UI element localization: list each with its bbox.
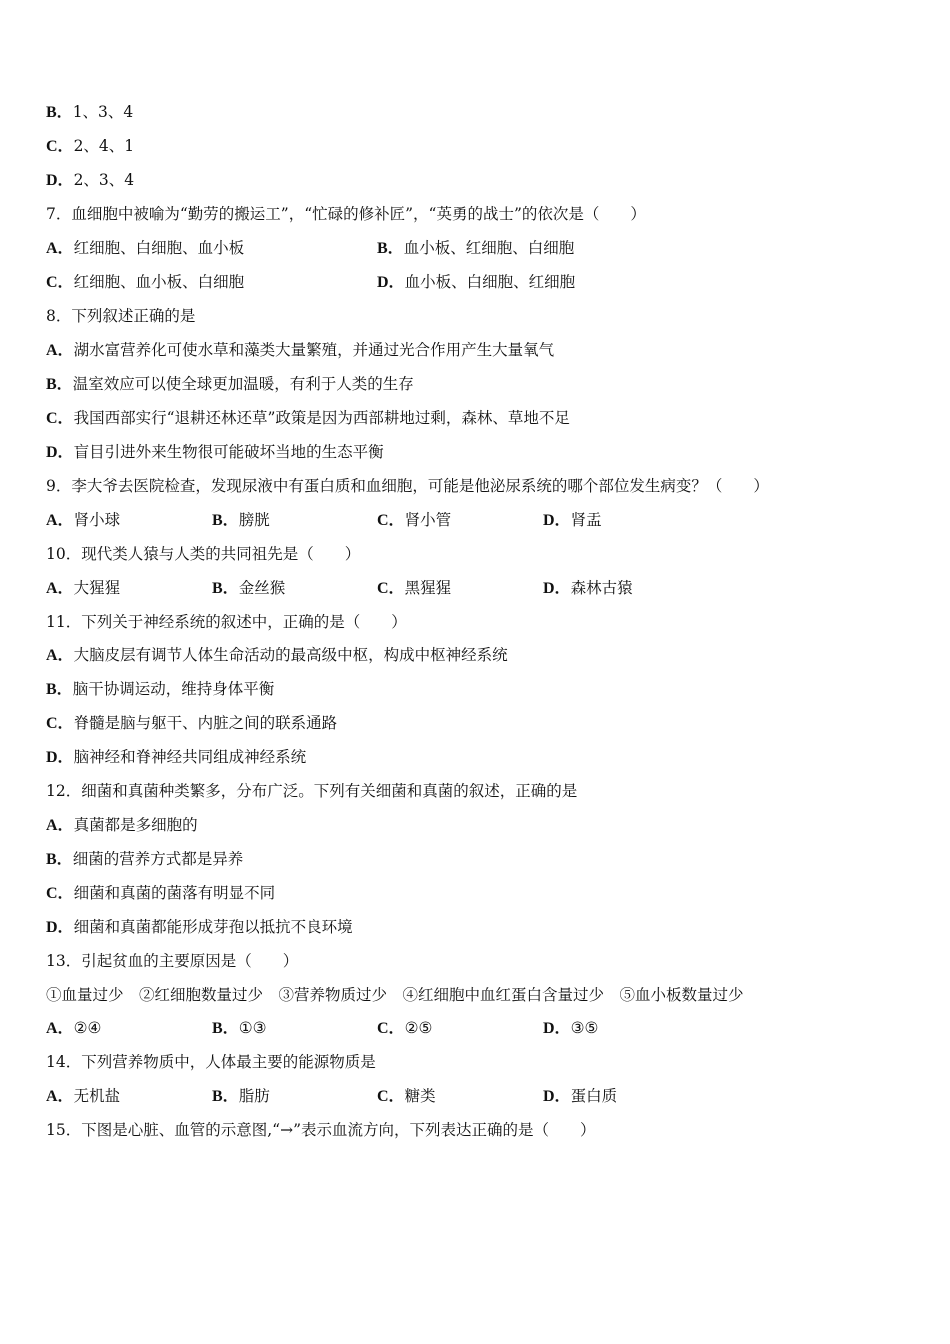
option-label: B． <box>46 681 73 698</box>
q14-option-b <box>212 1084 270 1109</box>
q8-stem: 8．下列叙述正确的是 <box>46 307 196 325</box>
q6-option-b <box>46 100 133 124</box>
option-text: 蛋白质 <box>570 1087 618 1105</box>
q10-option-d <box>543 576 633 601</box>
option-label: A． <box>46 240 74 257</box>
option-label: A． <box>46 817 74 834</box>
option-text: 无机盐 <box>73 1087 121 1105</box>
q9-option-b <box>212 508 270 533</box>
q14-stem: 14．下列营养物质中，人体最主要的能源物质是 <box>46 1053 376 1071</box>
option-label: B． <box>212 1088 239 1105</box>
option-label: C． <box>377 580 405 597</box>
option-label: C． <box>46 138 74 155</box>
option-text: 肾小球 <box>73 511 121 529</box>
option-text: 2、3、4 <box>73 171 135 189</box>
q14-option-c <box>377 1084 436 1109</box>
q13-items: ①血量过少 ②红细胞数量过少 ③营养物质过少 ④红细胞中血红蛋白含量过少 ⑤血小板数量过少 <box>46 986 744 1004</box>
q11-option-a <box>46 643 508 667</box>
q13-stem: 13．引起贫血的主要原因是（ ） <box>46 952 299 970</box>
option-text: 糖类 <box>404 1087 436 1105</box>
option-text: ③⑤ <box>570 1019 599 1037</box>
option-label: C． <box>46 274 74 291</box>
q7-stem: 7．血细胞中被喻为“勤劳的搬运工”，“忙碌的修补匠”，“英勇的战士”的依次是（ ） <box>46 205 646 223</box>
q11-stem: 11．下列关于神经系统的叙述中，正确的是（ ） <box>46 613 407 631</box>
q7-option-d <box>377 270 575 295</box>
option-text: 大脑皮层有调节人体生命活动的最高级中枢，构成中枢神经系统 <box>73 646 508 664</box>
option-label: C． <box>377 1088 405 1105</box>
option-text: 盲目引进外来生物很可能破坏当地的生态平衡 <box>73 443 384 461</box>
q12-option-b <box>46 847 243 871</box>
option-text: 森林古猿 <box>570 579 633 597</box>
option-label: B． <box>212 580 239 597</box>
option-label: D． <box>377 274 405 291</box>
q11-option-d <box>46 745 306 769</box>
q12-option-a <box>46 813 198 837</box>
option-text: 脑神经和脊神经共同组成神经系统 <box>73 748 307 766</box>
option-text: 细菌的营养方式都是异养 <box>72 850 244 868</box>
option-label: A． <box>46 1020 74 1037</box>
option-text: ②⑤ <box>404 1019 433 1037</box>
option-label: B． <box>46 376 73 393</box>
q11-option-b <box>46 677 274 701</box>
option-text: 肾盂 <box>570 511 602 529</box>
option-label: C． <box>46 715 74 732</box>
option-label: D． <box>543 580 571 597</box>
q10-option-c <box>377 576 451 601</box>
q15-stem: 15．下图是心脏、血管的示意图,“→”表示血流方向，下列表达正确的是（ ） <box>46 1121 596 1139</box>
q11-option-c <box>46 711 337 735</box>
option-text: 脑干协调运动，维持身体平衡 <box>72 680 275 698</box>
option-text: 2、4、1 <box>73 137 135 155</box>
q13-option-d <box>543 1016 598 1041</box>
option-text: 湖水富营养化可使水草和藻类大量繁殖，并通过光合作用产生大量氧气 <box>73 341 555 359</box>
option-label: C． <box>46 410 74 427</box>
q14-option-d <box>543 1084 617 1109</box>
option-text: 1、3、4 <box>72 103 134 121</box>
q10-stem: 10．现代类人猿与人类的共同祖先是（ ） <box>46 545 361 563</box>
option-label: A． <box>46 342 74 359</box>
option-label: D． <box>543 1088 571 1105</box>
q13-option-a <box>46 1016 101 1041</box>
option-text: 血小板、白细胞、红细胞 <box>404 273 576 291</box>
option-label: D． <box>46 172 74 189</box>
q13-option-c <box>377 1016 432 1041</box>
q12-stem: 12．细菌和真菌种类繁多，分布广泛。下列有关细菌和真菌的叙述，正确的是 <box>46 782 578 800</box>
option-label: B． <box>46 104 73 121</box>
q9-option-c <box>377 508 451 533</box>
q12-option-c <box>46 881 275 905</box>
option-label: B． <box>46 851 73 868</box>
q13-option-b <box>212 1016 266 1041</box>
q8-option-c <box>46 406 570 430</box>
option-label: C． <box>377 1020 405 1037</box>
q14-option-a <box>46 1084 120 1109</box>
option-label: D． <box>543 512 571 529</box>
option-label: B． <box>212 512 239 529</box>
option-text: ①③ <box>238 1019 267 1037</box>
q6-option-c <box>46 134 134 158</box>
option-text: 脂肪 <box>238 1087 270 1105</box>
q8-option-b <box>46 372 414 396</box>
option-label: B． <box>377 240 404 257</box>
option-label: C． <box>377 512 405 529</box>
option-text: 金丝猴 <box>238 579 286 597</box>
option-text: 真菌都是多细胞的 <box>73 816 198 834</box>
q8-option-a <box>46 338 554 362</box>
q7-option-b <box>377 236 574 261</box>
option-text: 红细胞、白细胞、血小板 <box>73 239 245 257</box>
q9-option-d <box>543 508 602 533</box>
q9-option-a <box>46 508 120 533</box>
q8-option-d <box>46 440 384 464</box>
option-text: 大猩猩 <box>73 579 121 597</box>
option-text: 膀胱 <box>238 511 270 529</box>
option-text: 细菌和真菌都能形成芽孢以抵抗不良环境 <box>73 918 353 936</box>
option-label: D． <box>46 444 74 461</box>
option-label: D． <box>46 919 74 936</box>
option-label: D． <box>46 749 74 766</box>
option-text: 细菌和真菌的菌落有明显不同 <box>73 884 276 902</box>
q7-option-c <box>46 270 244 295</box>
option-text: 黑猩猩 <box>404 579 452 597</box>
option-text: 肾小管 <box>404 511 452 529</box>
option-text: 温室效应可以使全球更加温暖，有利于人类的生存 <box>72 375 414 393</box>
q6-option-d <box>46 168 134 192</box>
option-text: 血小板、红细胞、白细胞 <box>403 239 575 257</box>
option-label: A． <box>46 647 74 664</box>
option-text: 脊髓是脑与躯干、内脏之间的联系通路 <box>73 714 338 732</box>
option-text: 我国西部实行“退耕还林还草”政策是因为西部耕地过剩，森林、草地不足 <box>73 409 570 427</box>
option-label: A． <box>46 1088 74 1105</box>
option-label: C． <box>46 885 74 902</box>
option-label: A． <box>46 512 74 529</box>
option-text: 红细胞、血小板、白细胞 <box>73 273 245 291</box>
option-label: B． <box>212 1020 239 1037</box>
q12-option-d <box>46 915 353 939</box>
option-label: A． <box>46 580 74 597</box>
q9-stem: 9．李大爷去医院检查，发现尿液中有蛋白质和血细胞，可能是他泌尿系统的哪个部位发生病变？（ ） <box>46 477 769 495</box>
q10-option-b <box>212 576 285 601</box>
q10-option-a <box>46 576 120 601</box>
q7-option-a <box>46 236 244 261</box>
option-text: ②④ <box>73 1019 102 1037</box>
option-label: D． <box>543 1020 571 1037</box>
